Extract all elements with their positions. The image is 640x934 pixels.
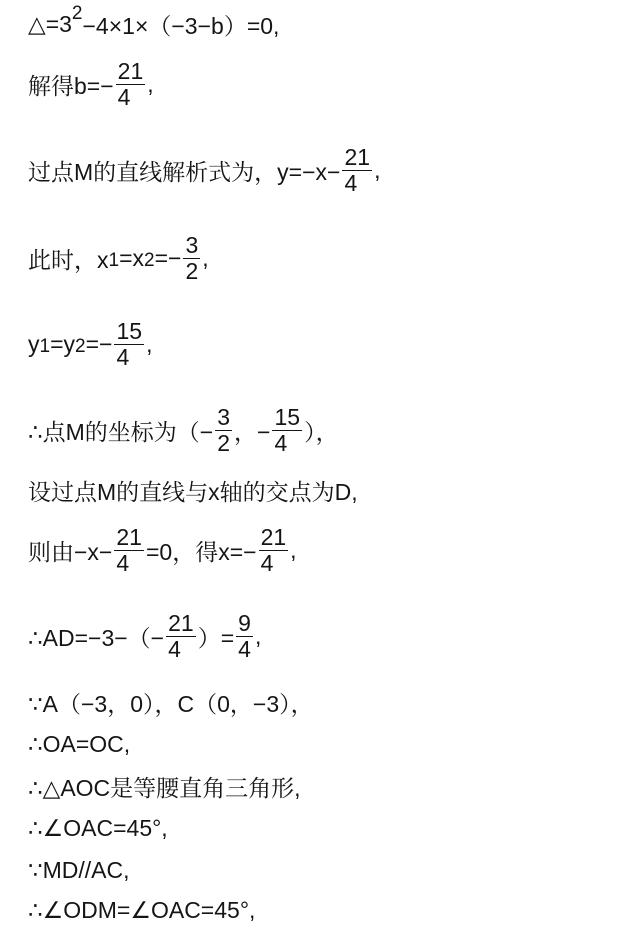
line-x-values	[28, 232, 209, 284]
text: ∵A（−3，0），C（0，−3），	[28, 690, 314, 717]
line-oa-oc	[28, 722, 130, 766]
text: ∵MD//AC,	[28, 856, 130, 883]
numerator: 15	[116, 318, 143, 345]
denominator: 4	[114, 550, 144, 575]
text: =x	[119, 244, 145, 271]
text: ），	[304, 418, 339, 445]
text: =−	[85, 330, 113, 357]
denominator: 4	[114, 344, 144, 369]
text: =−	[154, 244, 182, 271]
denominator: 4	[342, 170, 372, 195]
line-point-d	[28, 468, 358, 512]
fraction	[166, 611, 196, 660]
denominator: 4	[259, 550, 289, 575]
text: =0，得x=−	[145, 538, 257, 565]
text: ,	[290, 536, 297, 563]
subscript: 2	[144, 250, 155, 271]
text: ,	[374, 156, 381, 183]
text: ∴OA=OC,	[28, 730, 131, 757]
numerator: 3	[185, 232, 199, 259]
line-parallel	[28, 848, 130, 892]
numerator: 15	[274, 404, 301, 431]
text: △=3	[28, 10, 72, 37]
line-points-a-c	[28, 680, 314, 724]
numerator: 21	[116, 524, 142, 551]
text: ,	[146, 330, 153, 357]
text: ，−	[234, 418, 271, 445]
text: ∴点M的坐标为（−	[28, 418, 214, 445]
fraction	[272, 405, 302, 454]
fraction	[114, 525, 144, 574]
numerator: 9	[238, 610, 251, 637]
fraction	[116, 59, 146, 108]
line-discriminant	[28, 2, 279, 46]
line-angle-oac	[28, 806, 168, 850]
text: ∴∠OAC=45°,	[28, 814, 168, 841]
fraction	[259, 525, 289, 574]
subscript: 2	[75, 336, 86, 357]
fraction	[215, 405, 232, 454]
text: 过点M的直线解析式为，y=−x−	[28, 158, 341, 185]
line-y-values	[28, 318, 153, 370]
denominator: 4	[166, 636, 196, 661]
denominator: 2	[217, 429, 231, 456]
text: −4×1×（−3−b）=0,	[82, 12, 280, 39]
line-solve-b	[28, 58, 154, 110]
denominator: 4	[116, 84, 146, 109]
text: =y	[50, 330, 76, 357]
denominator: 2	[185, 257, 199, 284]
text: ∴AD=−3−（−	[28, 624, 165, 651]
fraction	[342, 145, 372, 194]
line-point-m	[28, 404, 339, 456]
text: 解得b=−	[28, 72, 114, 99]
superscript: 2	[71, 3, 83, 24]
line-solve-x	[28, 524, 297, 576]
line-isosceles	[28, 764, 301, 808]
text: ∴△AOC是等腰直角三角形,	[28, 774, 301, 801]
text: ,	[202, 244, 209, 271]
denominator: 4	[272, 430, 302, 455]
text: 设过点M的直线与x轴的交点为D,	[28, 478, 358, 505]
line-angle-odm	[28, 888, 255, 932]
text: ）=	[197, 624, 235, 651]
fraction	[114, 319, 144, 368]
text: y	[28, 330, 40, 357]
line-line-equation	[28, 144, 381, 196]
line-ad-length	[28, 610, 262, 662]
numerator: 21	[168, 610, 194, 637]
subscript: 1	[108, 250, 120, 271]
numerator: 21	[117, 58, 144, 85]
numerator: 3	[217, 404, 231, 431]
text: ,	[147, 70, 154, 97]
text: 则由−x−	[28, 538, 113, 565]
text: ,	[254, 622, 262, 649]
text: 此时，x	[28, 246, 109, 273]
text: ∴∠ODM=∠OAC=45°,	[28, 896, 256, 923]
subscript: 1	[39, 336, 51, 357]
denominator: 4	[238, 635, 251, 662]
numerator: 21	[344, 144, 371, 171]
fraction	[236, 611, 253, 660]
fraction	[183, 233, 200, 282]
numerator: 21	[260, 524, 287, 551]
